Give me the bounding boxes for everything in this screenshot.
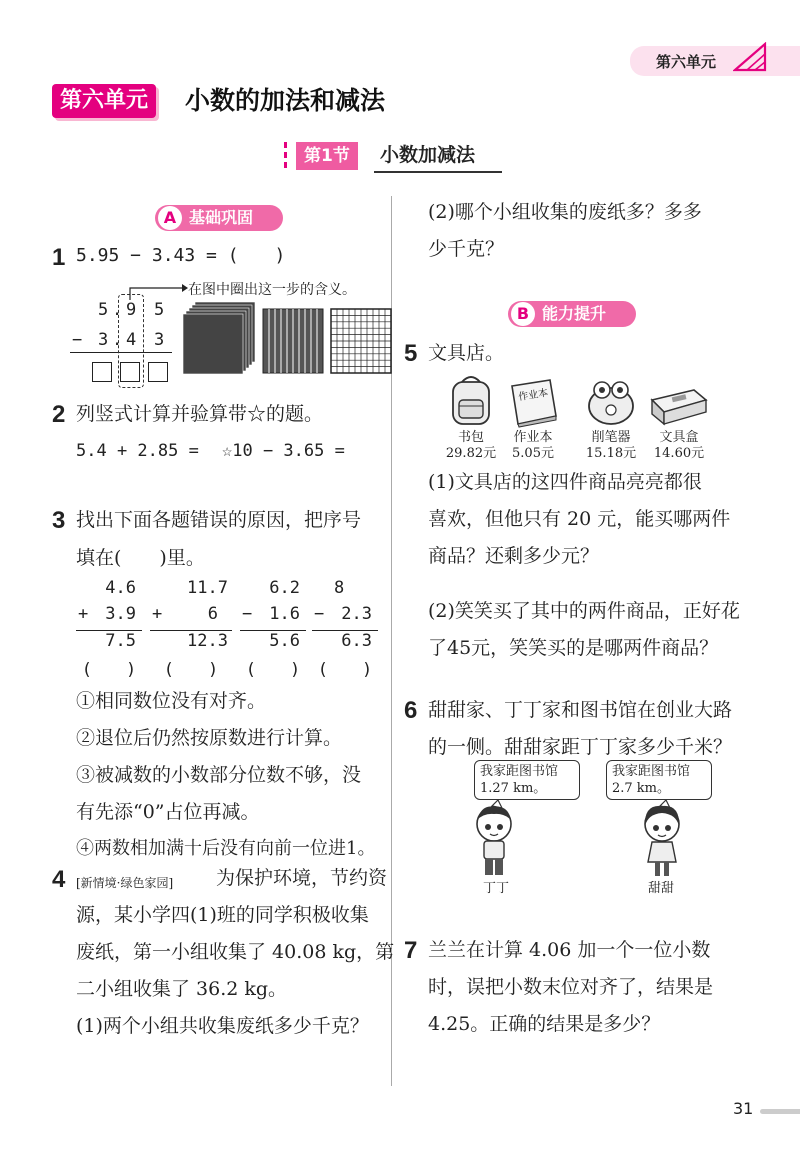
q1-digit: 3	[98, 330, 109, 350]
q4-sub2-line1: (2)哪个小组收集的废纸多？多多	[428, 201, 702, 223]
product-price: 14.60元	[653, 446, 705, 461]
q1-digit: 9	[126, 300, 137, 320]
q3-problem	[240, 578, 306, 679]
q4-line: 为保护环境，节约资	[216, 867, 388, 889]
bubble-line2: 1.27 km。	[480, 781, 547, 796]
q3-number: 3	[52, 507, 66, 534]
q3-top: 11.7	[187, 578, 228, 598]
q1-answer-box[interactable]	[92, 362, 112, 382]
q1-minus: −	[72, 330, 83, 350]
q2-expression-1: 5.4 + 2.85 =	[76, 441, 199, 461]
backpack-icon	[448, 372, 494, 428]
q5-sub2-line: (2)笑笑买了其中的两件商品，正好花	[428, 600, 740, 622]
q3-reason: 有先添“0”占位再减。	[76, 801, 260, 823]
unit-tag: 第六单元	[656, 53, 717, 71]
q3-reason: ④两数相加满十后没有向前一位进1。	[76, 838, 376, 859]
q1-dot: .	[112, 330, 123, 350]
page-title: 小数的加法和减法	[185, 86, 386, 115]
q4-tag: [新情境·绿色家园]	[76, 876, 174, 890]
girl-figure-icon	[636, 800, 688, 880]
q1-digit: 5	[154, 300, 165, 320]
q1-note: 在图中圈出这一步的含义。	[188, 282, 356, 298]
speech-bubble-dingding	[474, 760, 580, 800]
q3-bottom: 3.9	[105, 604, 136, 624]
q3-problem	[150, 578, 232, 679]
q3-answer[interactable]: ( )	[81, 660, 137, 680]
part-b-label: 能力提升	[542, 304, 607, 323]
q3-prompt-line1: 找出下面各题错误的原因，把序号	[76, 509, 362, 531]
part-b-header	[508, 301, 636, 327]
kid-name-tiantian: 甜甜	[648, 881, 675, 896]
speech-bubble-tiantian	[606, 760, 712, 800]
q1-number: 1	[52, 244, 66, 271]
q1-tenths-grid	[262, 308, 326, 376]
q3-reason: ②退位后仍然按原数进行计算。	[76, 727, 343, 749]
q2-number: 2	[52, 401, 66, 428]
q3-bottom: 2.3	[341, 604, 372, 624]
q3-problem	[312, 578, 378, 679]
q3-op: +	[152, 604, 163, 624]
q3-top: 6.2	[269, 578, 300, 598]
q7-line: 时，误把小数末位对齐了，结果是	[428, 976, 714, 998]
bubble-line1: 我家距图书馆	[612, 764, 691, 779]
product-price: 5.05元	[512, 446, 554, 461]
section-badge: 第1节	[296, 142, 358, 170]
q1-digit: 4	[126, 330, 137, 350]
part-a-label: 基础巩固	[189, 208, 254, 227]
product-name: 书包	[457, 430, 484, 445]
q1-hundredths-grid	[330, 308, 394, 376]
unit-title-label: 第六单元	[60, 88, 149, 113]
ruler-triangle-icon	[733, 42, 767, 72]
q7-number: 7	[404, 937, 418, 964]
product-name: 削笔器	[591, 430, 631, 445]
q6-line: 的一侧。甜甜家距丁丁家多少千米？	[428, 736, 733, 758]
q2-prompt: 列竖式计算并验算带☆的题。	[76, 403, 324, 425]
q1-dot: .	[112, 300, 123, 320]
bubble-line1: 我家距图书馆	[480, 764, 559, 779]
q1-expression: 5.95 − 3.43 = ( )	[76, 245, 286, 266]
product-item	[440, 430, 502, 462]
page-number-bar	[760, 1109, 800, 1114]
q3-reason: ③被减数的小数部分位数不够，没	[76, 764, 362, 786]
kid-name-dingding: 丁丁	[483, 881, 510, 896]
q5-sub1-line: 喜欢，但他只有 20 元，能买哪两件	[428, 508, 731, 530]
q4-sub1: (1)两个小组共收集废纸多少千克？	[76, 1015, 369, 1037]
product-price: 29.82元	[445, 446, 497, 461]
q1-arrow	[128, 282, 188, 302]
q4-number: 4	[52, 866, 66, 893]
q5-number: 5	[404, 340, 418, 367]
q4-line: 废纸，第一小组收集了 40.08 kg，第	[76, 941, 395, 963]
q3-top: 8	[334, 578, 345, 598]
q1-blocks-stack	[183, 300, 259, 380]
q1-digit: 5	[98, 300, 109, 320]
bubble-line2: 2.7 km。	[612, 781, 671, 796]
q1-digit: 3	[154, 330, 165, 350]
q7-line: 4.25。正确的结果是多少？	[428, 1013, 661, 1035]
sharpener-icon	[585, 374, 637, 428]
notebook-label: 作业本	[517, 387, 549, 404]
q2-expression-2: ☆10 − 3.65 =	[222, 441, 345, 461]
part-a-header	[155, 205, 283, 231]
q1-answer-box[interactable]	[148, 362, 168, 382]
q6-number: 6	[404, 697, 418, 724]
page-number: 31	[733, 1099, 754, 1118]
section-title: 小数加减法	[374, 141, 502, 173]
pencil-case-icon	[648, 386, 708, 428]
q5-sub1-line: (1)文具店的这四件商品亮亮都很	[428, 471, 702, 493]
q5-prompt: 文具店。	[428, 342, 505, 364]
q5-sub2-line: 了45元，笑笑买的是哪两件商品？	[428, 637, 719, 659]
q3-top: 4.6	[105, 578, 136, 598]
q6-line: 甜甜家、丁丁家和图书馆在创业大路	[428, 699, 733, 721]
q3-answer[interactable]: ( )	[245, 660, 301, 680]
q1-vertical-calc	[70, 300, 180, 390]
q3-answer[interactable]: ( )	[163, 660, 219, 680]
unit-title-badge	[52, 84, 156, 118]
q3-bottom: 6	[207, 604, 218, 624]
q3-bottom: 1.6	[269, 604, 300, 624]
q3-answer[interactable]: ( )	[317, 660, 373, 680]
q1-dashed-column	[118, 294, 144, 388]
q4-line: 二小组收集了 36.2 kg。	[76, 978, 288, 1000]
q3-result: 6.3	[312, 630, 378, 655]
product-name: 文具盒	[659, 430, 699, 445]
q3-op: +	[78, 604, 89, 624]
q3-result: 12.3	[150, 630, 232, 655]
q3-op: −	[242, 604, 253, 624]
product-name: 作业本	[513, 430, 553, 445]
boy-figure-icon	[468, 800, 520, 880]
product-item	[502, 430, 564, 462]
product-item	[580, 430, 642, 462]
q3-reason: ①相同数位没有对齐。	[76, 690, 267, 712]
q3-result: 7.5	[76, 630, 142, 655]
q4-line: 源，某小学四(1)班的同学积极收集	[76, 904, 369, 926]
q5-sub1-line: 商品？还剩多少元？	[428, 545, 600, 567]
product-item	[648, 430, 710, 462]
q3-prompt-line2: 填在( )里。	[76, 547, 205, 569]
q3-problem	[76, 578, 142, 679]
part-a-letter: A	[158, 206, 182, 230]
q3-op: −	[314, 604, 325, 624]
q4-sub2-line2: 少千克？	[428, 238, 505, 260]
q3-result: 5.6	[240, 630, 306, 655]
part-b-letter: B	[511, 302, 535, 326]
product-price: 15.18元	[585, 446, 637, 461]
q7-line: 兰兰在计算 4.06 加一个一位小数	[428, 939, 711, 961]
